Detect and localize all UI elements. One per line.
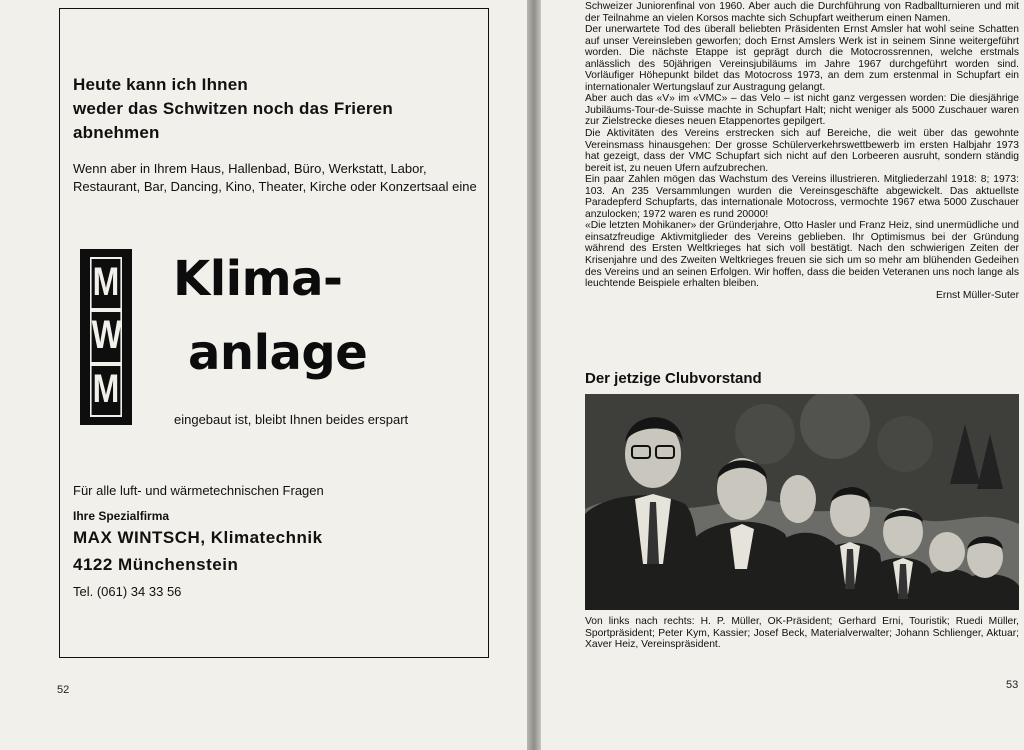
advertisement	[59, 8, 489, 658]
article-signature: Ernst Müller-Suter	[936, 289, 1019, 301]
mwm-logo	[80, 249, 132, 425]
ad-headline-line: abnehmen	[73, 123, 160, 142]
ad-headline	[73, 73, 483, 145]
group-photo	[585, 394, 1019, 610]
ad-specialist-label: Ihre Spezialfirma	[73, 509, 170, 523]
ad-headline-line: weder das Schwitzen noch das Frieren	[73, 99, 393, 118]
ad-telephone: Tel. (061) 34 33 56	[73, 584, 182, 599]
article-paragraph: Aber auch das «V» im «VMC» – das Velo – ist nicht ganz vergessen worden: Die diesjährige Jubiläums-Tour-de-Suisse machte in Schupfart Halt; nicht weniger als 5000 Zuschauer waren zur Zielstrecke dieses neuen Etappenortes gepilgert.	[585, 93, 1019, 128]
page-number-right: 53	[1006, 679, 1019, 691]
article-body	[585, 1, 1019, 301]
ad-headline-line: Heute kann ich Ihnen	[73, 75, 248, 94]
article-paragraph: Die Aktivitäten des Vereins erstrecken sich auf Bereiche, die weit über das gewohnte Vereinsmass hinausgehen: Der grosse Schülerverkehrswettbewerb im ersten Halbjahr 1973 hat gezeigt, dass der VMC Schupfart sich nicht auf den Lorbeeren ausruht, sondern ständig bereit ist, zu neuen Ufern aufzubrechen.	[585, 128, 1019, 174]
ad-big-text-1: Klima-	[173, 251, 343, 307]
page-number-left: 52	[57, 684, 70, 696]
ad-company-city: 4122 Münchenstein	[73, 555, 239, 574]
right-page	[541, 0, 1024, 750]
logo-letter: M	[90, 364, 122, 417]
ad-intro: Wenn aber in Ihrem Haus, Hallenbad, Büro, Werkstatt, Labor, Restaurant, Bar, Dancing, Kino, Theater, Kirche oder Konzertsaal eine	[73, 161, 477, 194]
ad-question: Für alle luft- und wärmetechnischen Fragen	[73, 483, 324, 498]
article-paragraph: Schweizer Juniorenfinal von 1960. Aber auch die Durchführung von Radballturnieren und mit der Teilnahme an vielen Korsos machte sich Schupfart weitherum einen Namen.	[585, 1, 1019, 24]
book-gutter	[527, 0, 541, 750]
article-paragraph: «Die letzten Mohikaner» der Gründerjahre, Otto Hasler und Franz Heiz, sind unermüdliche und einsatzfreudige Aktivmitglieder des Vereins geblieben. Ihr Optimismus bei der Gründung während des Ersten Weltkrieges hat sich voll bestätigt. Nach den schwierigen Zeiten der Krisenjahre und des Zweiten Weltkrieges freuen sie sich um so mehr am blühenden Gedeihen des Vereins und an seinen Erfolgen. Wir hoffen, dass die beiden Veteranen uns noch lange als leuchtende Beispiele erhalten bleiben.	[585, 220, 1019, 290]
section-heading: Der jetzige Clubvorstand	[585, 370, 762, 387]
ad-subline: eingebaut ist, bleibt Ihnen beides erspart	[174, 412, 409, 427]
ad-company-name: MAX WINTSCH, Klimatechnik	[73, 528, 323, 547]
article-paragraph: Ein paar Zahlen mögen das Wachstum des Vereins illustrieren. Mitgliederzahl 1918: 8; 1973: 103. An 235 Versammlungen wurden die Vereinsgeschäfte abgewickelt. Das aktuellste Paradepferd Schupfarts, das internationale Motocross, vermochte 1967 etwa 5000 Zuschauer anzulocken; 1972 waren es rund 20000!	[585, 174, 1019, 220]
photo-caption: Von links nach rechts: H. P. Müller, OK-Präsident; Gerhard Erni, Touristik; Ruedi Müller, Sportpräsident; Peter Kym, Kassier; Josef Beck, Materialverwalter; Johann Schlienger, Aktuar; Xaver Heiz, Vereinspräsident.	[585, 616, 1019, 651]
article-paragraph: Der unerwartete Tod des überall beliebten Präsidenten Ernst Amsler hat wohl seine Schatten auf unser Vereinsleben geworfen; doch Ernst Amslers Werk ist in seinem Sinne weitergeführt worden. Die nächste Etappe ist geprägt durch die Motocrossrennen, welche erstmals anlässlich des 50jährigen Vereinsjubiläums im Jahre 1967 durchgeführt worden sind. Vorläufiger Höhepunkt bildet das Motocross 1973, an dem zum erstenmal in Schupfart ein internationaler Wertungslauf zur Austragung gelangt.	[585, 24, 1019, 93]
ad-big-text-2: anlage	[188, 325, 368, 381]
logo-letter: W	[90, 310, 122, 363]
logo-letter: M	[90, 257, 122, 310]
group-photo-image	[585, 394, 1019, 610]
